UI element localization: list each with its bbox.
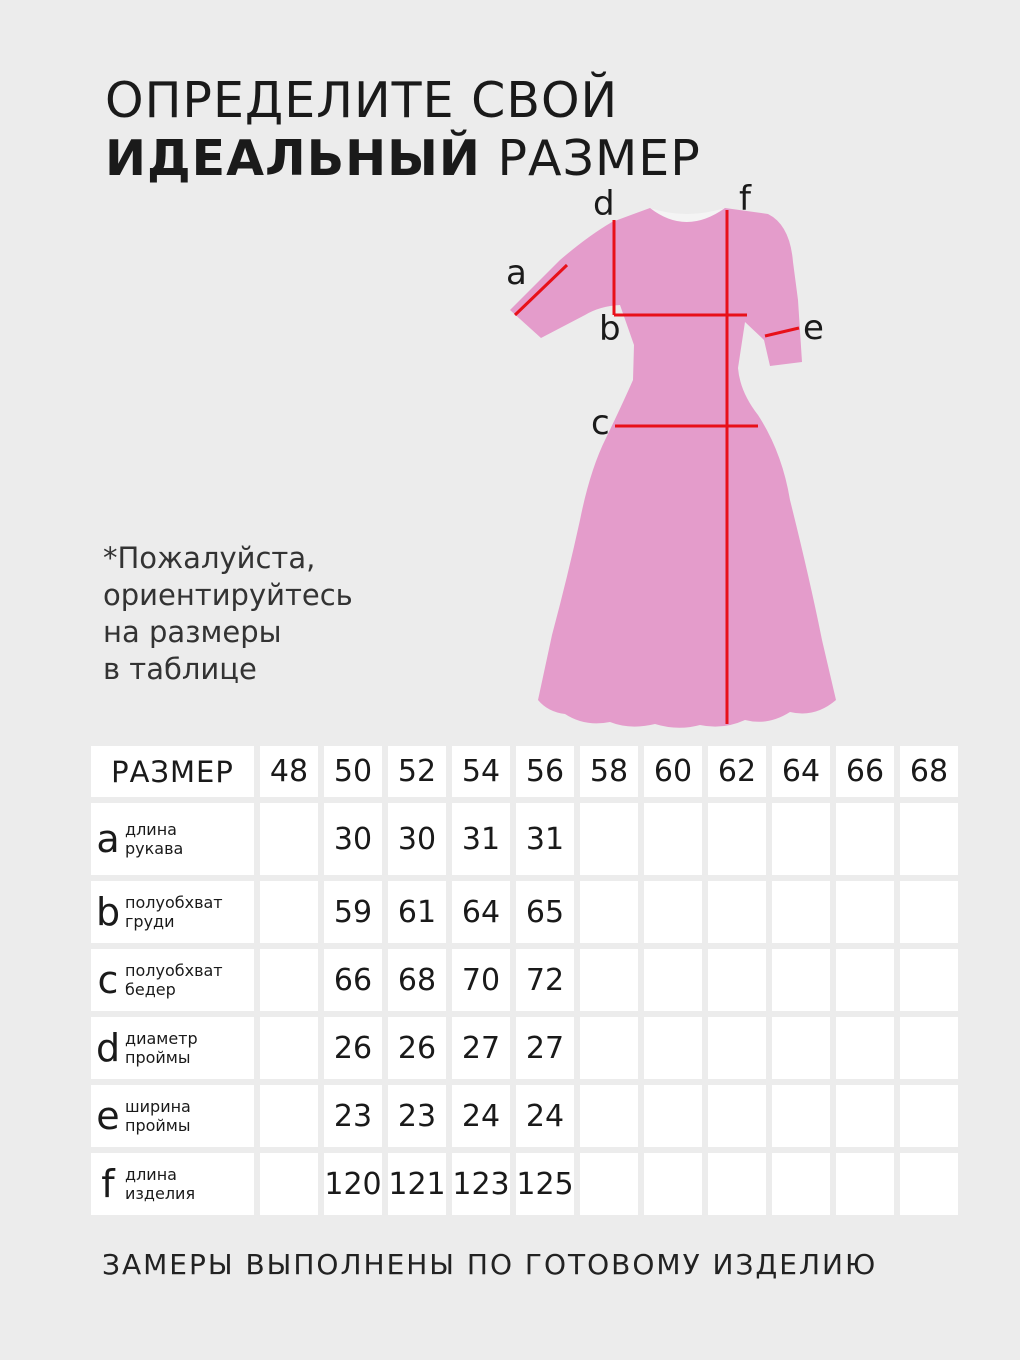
table-cell — [580, 803, 638, 875]
measurement-letter: f — [101, 1162, 115, 1206]
size-column-header: 56 — [516, 746, 574, 797]
table-cell — [900, 1153, 958, 1215]
table-cell — [580, 1017, 638, 1079]
table-cell — [708, 881, 766, 943]
title-line-1: ОПРЕДЕЛИТЕ СВОЙ — [105, 72, 619, 129]
dress-silhouette — [510, 208, 836, 728]
size-note: *Пожалуйста, ориентируйтесь на размеры в таблице — [103, 541, 353, 686]
table-cell: 30 — [324, 803, 382, 875]
table-cell — [900, 1085, 958, 1147]
table-cell — [644, 1153, 702, 1215]
table-cell: 31 — [516, 803, 574, 875]
size-column-header: 58 — [580, 746, 638, 797]
table-cell — [836, 1017, 894, 1079]
table-cell: 72 — [516, 949, 574, 1011]
table-cell — [708, 1085, 766, 1147]
size-table — [85, 740, 964, 1221]
table-cell — [644, 1085, 702, 1147]
size-column-header: 50 — [324, 746, 382, 797]
table-cell — [644, 803, 702, 875]
table-cell — [772, 1153, 830, 1215]
table-cell — [772, 881, 830, 943]
size-column-header: 52 — [388, 746, 446, 797]
table-cell — [772, 803, 830, 875]
table-cell — [580, 881, 638, 943]
measurement-row-header — [91, 803, 254, 875]
measurement-letter: d — [95, 1026, 121, 1070]
table-header-row — [91, 746, 958, 797]
diagram-label-d: d — [593, 184, 615, 224]
table-cell: 26 — [324, 1017, 382, 1079]
table-cell — [836, 949, 894, 1011]
table-cell — [580, 949, 638, 1011]
table-cell — [644, 949, 702, 1011]
table-cell: 70 — [452, 949, 510, 1011]
measurement-description: диаметр проймы — [125, 1029, 198, 1067]
table-cell — [260, 1017, 318, 1079]
table-cell: 59 — [324, 881, 382, 943]
table-row — [91, 881, 958, 943]
size-table-body — [91, 746, 958, 1215]
table-cell — [580, 1153, 638, 1215]
diagram-label-f: f — [739, 179, 751, 219]
measurement-row-header — [91, 949, 254, 1011]
table-cell — [836, 881, 894, 943]
table-cell — [260, 1153, 318, 1215]
table-row — [91, 1017, 958, 1079]
table-cell — [260, 1085, 318, 1147]
size-column-header: 68 — [900, 746, 958, 797]
table-cell: 24 — [452, 1085, 510, 1147]
table-cell: 24 — [516, 1085, 574, 1147]
table-cell: 68 — [388, 949, 446, 1011]
table-cell — [772, 1085, 830, 1147]
size-column-header: 62 — [708, 746, 766, 797]
diagram-label-b: b — [599, 309, 621, 349]
title-bold-word: ИДЕАЛЬНЫЙ — [105, 130, 481, 187]
diagram-label-c: c — [591, 403, 610, 443]
table-cell — [580, 1085, 638, 1147]
table-cell: 27 — [516, 1017, 574, 1079]
measurement-letter: c — [97, 958, 119, 1002]
table-row — [91, 803, 958, 875]
table-cell — [836, 1153, 894, 1215]
title-line-2-rest: РАЗМЕР — [497, 130, 701, 187]
measurement-description: ширина проймы — [125, 1097, 191, 1135]
measurement-row-header — [91, 1153, 254, 1215]
table-cell: 64 — [452, 881, 510, 943]
table-cell: 123 — [452, 1153, 510, 1215]
table-cell — [260, 803, 318, 875]
table-cell: 125 — [516, 1153, 574, 1215]
table-cell — [708, 803, 766, 875]
table-cell: 65 — [516, 881, 574, 943]
table-cell — [772, 949, 830, 1011]
measurement-letter: a — [96, 817, 120, 861]
size-column-header: 54 — [452, 746, 510, 797]
table-cell — [900, 1017, 958, 1079]
measurement-description: длина рукава — [125, 820, 184, 858]
diagram-label-e: e — [803, 308, 824, 348]
diagram-label-a: a — [506, 253, 527, 293]
measurement-description: полуобхват бедер — [125, 961, 223, 999]
measurement-letter: b — [95, 890, 121, 934]
table-cell: 30 — [388, 803, 446, 875]
table-cell: 66 — [324, 949, 382, 1011]
measurement-letter: e — [96, 1094, 120, 1138]
table-cell: 120 — [324, 1153, 382, 1215]
table-cell — [836, 1085, 894, 1147]
table-cell: 121 — [388, 1153, 446, 1215]
table-cell: 61 — [388, 881, 446, 943]
table-cell — [260, 881, 318, 943]
measurement-row-header — [91, 1085, 254, 1147]
table-cell: 23 — [388, 1085, 446, 1147]
table-cell — [644, 881, 702, 943]
table-cell — [644, 1017, 702, 1079]
table-cell — [260, 949, 318, 1011]
table-row — [91, 1153, 958, 1215]
table-cell: 27 — [452, 1017, 510, 1079]
table-cell — [708, 949, 766, 1011]
table-cell: 31 — [452, 803, 510, 875]
table-cell — [900, 881, 958, 943]
table-cell: 23 — [324, 1085, 382, 1147]
measurement-description: длина изделия — [125, 1165, 196, 1203]
table-row — [91, 949, 958, 1011]
table-row — [91, 1085, 958, 1147]
table-cell — [900, 803, 958, 875]
table-cell — [900, 949, 958, 1011]
table-cell — [708, 1017, 766, 1079]
size-column-header: 64 — [772, 746, 830, 797]
measurement-description: полуобхват груди — [125, 893, 223, 931]
size-column-header: 60 — [644, 746, 702, 797]
size-header-label: РАЗМЕР — [91, 746, 254, 797]
size-column-header: 48 — [260, 746, 318, 797]
measurement-row-header — [91, 1017, 254, 1079]
size-column-header: 66 — [836, 746, 894, 797]
table-cell — [836, 803, 894, 875]
table-cell — [708, 1153, 766, 1215]
table-cell: 26 — [388, 1017, 446, 1079]
footer-note: ЗАМЕРЫ ВЫПОЛНЕНЫ ПО ГОТОВОМУ ИЗДЕЛИЮ — [102, 1248, 878, 1281]
measurement-row-header — [91, 881, 254, 943]
table-cell — [772, 1017, 830, 1079]
